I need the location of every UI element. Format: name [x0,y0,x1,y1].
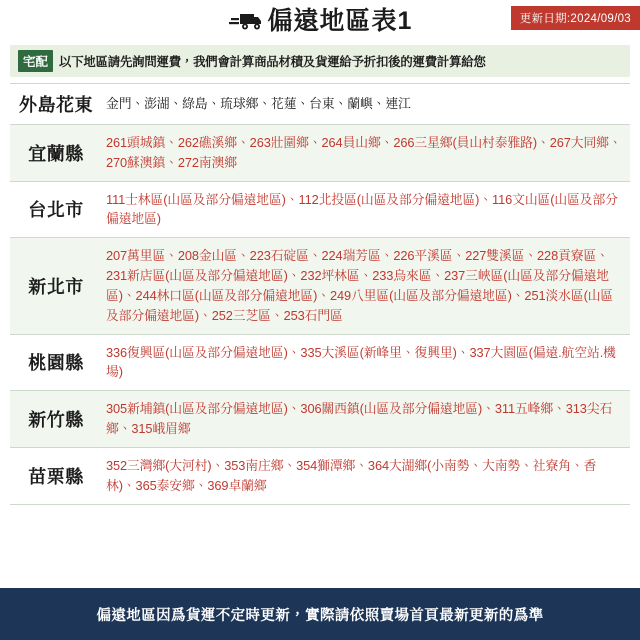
home-delivery-tag: 宅配 [18,50,53,72]
table-row [10,238,630,334]
region-areas: 207萬里區、208金山區、223石碇區、224瑞芳區、226平溪區、227雙溪區、228貢寮區、231新店區(山區及部分偏遠地區)、232坪林區、233烏來區、237三峽區(山區及部分偏遠地區)、244林口區(山區及部分偏遠地區)、249八里區(山區及部分偏遠地區)、251淡水區(山區及部分偏遠地區)、252三芝區、253石門區 [106,248,614,323]
region-areas: 金門、澎湖、綠島、琉球鄉、花蓮、台東、蘭嶼、連江 [106,96,411,112]
region-areas: 352三灣鄉(大河村)、353南庄鄉、354獅潭鄉、364大湖鄉(小南勢、大南勢、社寮角、香林)、365泰安鄉、369卓蘭鄉 [106,457,597,493]
table-row [10,182,630,239]
region-label: 苗栗縣 [28,466,84,487]
region-label: 新北市 [28,276,84,297]
table-row [10,335,630,392]
shipping-notice-text: 以下地區請先詢問運費，我們會計算商品材積及貨運給予折扣後的運費計算給您 [59,55,486,69]
table-row [10,84,630,125]
title-group [228,6,413,35]
delivery-truck-icon [228,11,262,31]
table-row [10,391,630,448]
region-areas: 336復興區(山區及部分偏遠地區)、335大溪區(新峰里、復興里)、337大園區(偏遠.航空站.機場) [106,344,616,380]
region-areas: 111士林區(山區及部分偏遠地區)、112北投區(山區及部分偏遠地區)、116文山區(山區及部分偏遠地區) [106,191,618,227]
table-row [10,448,630,505]
region-areas: 261頭城鎮、262礁溪鄉、263壯圍鄉、264員山鄉、266三星鄉(員山村泰雅路)、267大同鄉、270蘇澳鎮、272南澳鄉 [106,135,622,170]
footer-banner [0,588,640,640]
region-label: 外島花東 [19,95,93,115]
page-header [0,0,640,42]
region-label: 新竹縣 [28,410,84,431]
region-label: 台北市 [28,200,84,221]
update-date-badge: 更新日期:2024/09/03 [511,6,640,30]
shipping-notice-bar [10,45,630,77]
remote-area-table [10,83,630,505]
region-areas: 305新埔鎮(山區及部分偏遠地區)、306關西鎮(山區及部分偏遠地區)、311五峰鄉、313尖石鄉、315峨眉鄉 [106,401,613,437]
region-label: 桃園縣 [28,353,84,374]
region-label: 宜蘭縣 [28,143,84,164]
page-title: 偏遠地區表1 [267,6,413,35]
table-row [10,125,630,182]
footer-note: 偏遠地區因爲貨運不定時更新，實際請依照賣場首頁最新更新的爲準 [96,607,544,624]
